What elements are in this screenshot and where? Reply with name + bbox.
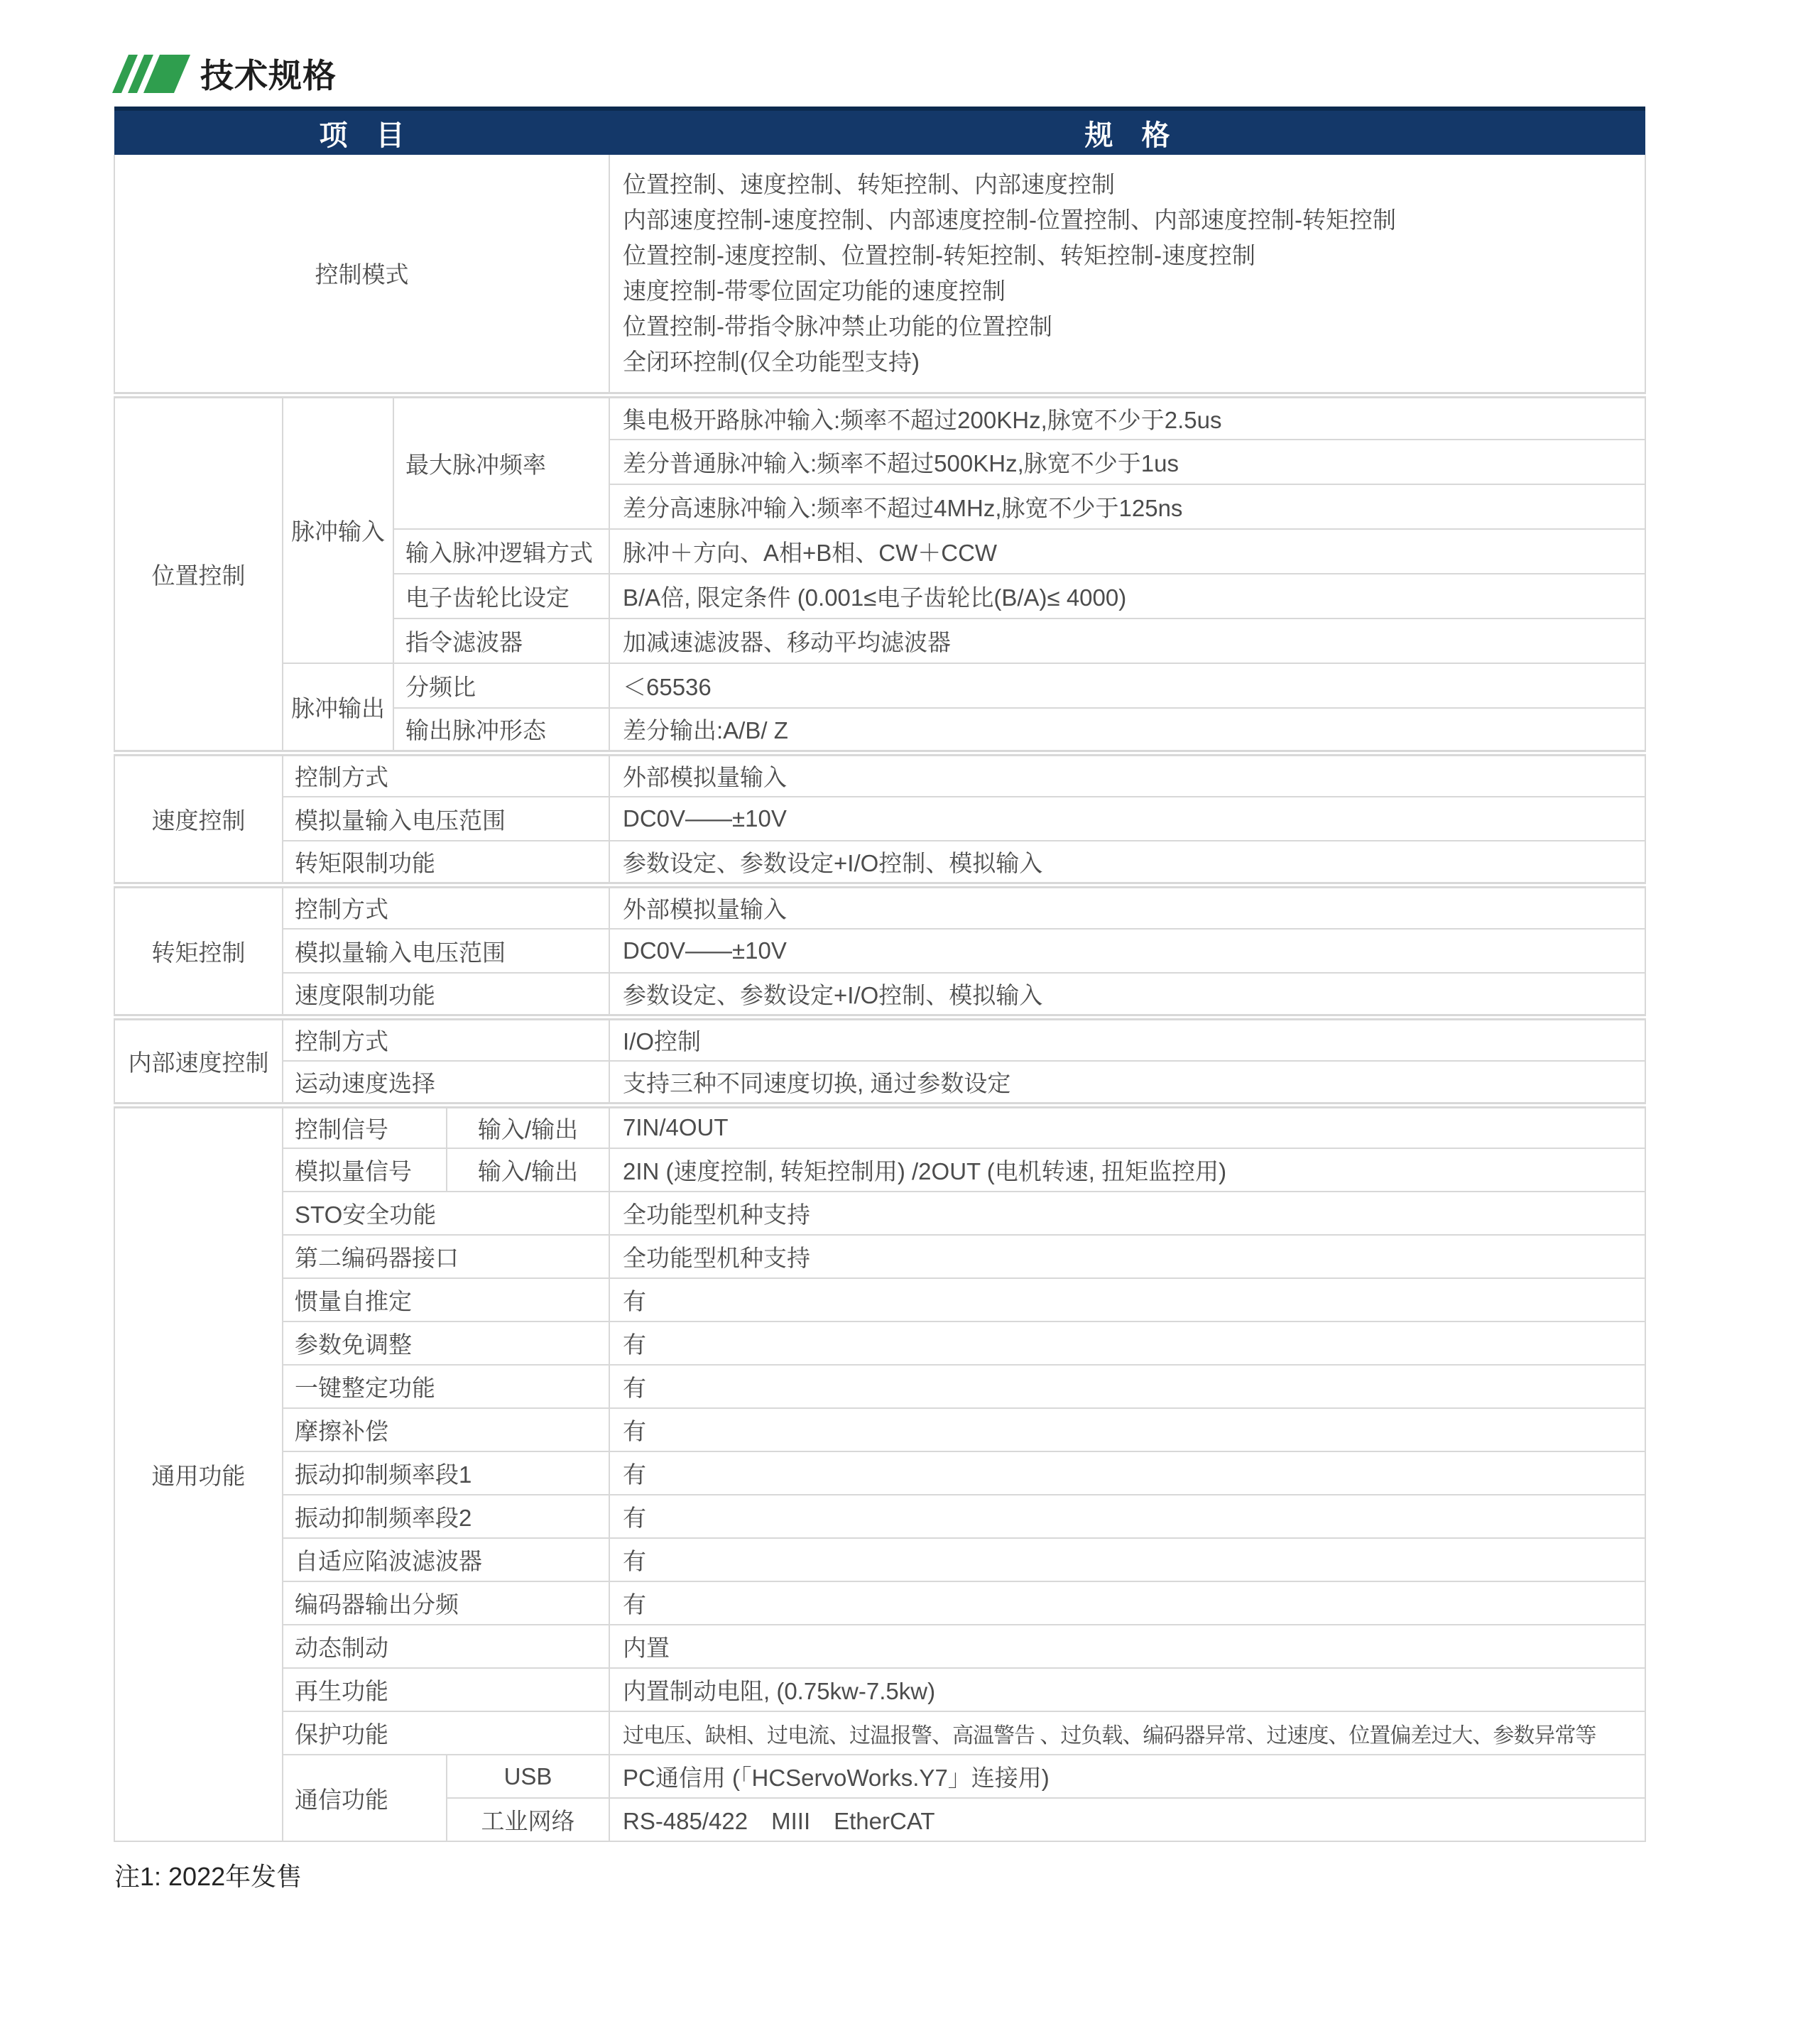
divide-ratio-label: 分频比: [393, 663, 609, 708]
general-row: [114, 1625, 1645, 1668]
general-item-label: STO安全功能: [283, 1192, 609, 1235]
general-item-spec: 全功能型机种支持: [609, 1192, 1645, 1235]
control-signal-io-label: 输入/输出: [447, 1105, 609, 1148]
comm-functions-label: 通信功能: [283, 1755, 447, 1841]
torque-item-label: 控制方式: [283, 885, 609, 929]
cmd-filter-spec: 加减速滤波器、移动平均滤波器: [609, 619, 1645, 663]
internal-speed-item-label: 控制方式: [283, 1017, 609, 1061]
control-mode-spec-line: 位置控制-带指令脉冲禁止功能的位置控制: [623, 312, 1052, 339]
control-mode-spec: [609, 155, 1645, 395]
speed-item-spec: 外部模拟量输入: [609, 753, 1645, 797]
gear-ratio-label: 电子齿轮比设定: [393, 574, 609, 619]
gear-ratio-spec: B/A倍, 限定条件 (0.001≤电子齿轮比(B/A)≤ 4000): [609, 574, 1645, 619]
general-item-spec: 有: [609, 1365, 1645, 1408]
max-pulse-freq-spec: 差分高速脉冲输入:频率不超过4MHz,脉宽不少于125ns: [609, 484, 1645, 529]
general-item-label: 自适应陷波滤波器: [283, 1538, 609, 1581]
internal-speed-row: [114, 1061, 1645, 1105]
control-mode-spec-line: 内部速度控制-速度控制、内部速度控制-位置控制、内部速度控制-转矩控制: [623, 206, 1396, 233]
general-row: [114, 1235, 1645, 1278]
speed-row: [114, 797, 1645, 841]
control-mode-label: 控制模式: [114, 155, 609, 395]
general-row: [114, 1451, 1645, 1495]
control-mode-spec-line: 位置控制-速度控制、位置控制-转矩控制、转矩控制-速度控制: [623, 241, 1255, 268]
table-header-row: [114, 109, 1645, 155]
page-title: 技术规格: [200, 57, 337, 94]
speed-item-spec: DC0V——±10V: [609, 797, 1645, 841]
pulse-input-label: 脉冲输入: [283, 395, 393, 663]
comm-network-spec: RS-485/422 MIII EtherCAT: [609, 1798, 1645, 1841]
general-item-spec: 有: [609, 1278, 1645, 1322]
general-item-label: 动态制动: [283, 1625, 609, 1668]
control-signal-spec: 7IN/4OUT: [609, 1105, 1645, 1148]
general-item-label: 编码器输出分频: [283, 1581, 609, 1625]
control-mode-row: [114, 155, 1645, 395]
spec-table: [114, 107, 1646, 1842]
analog-signal-spec: 2IN (速度控制, 转矩控制用) /2OUT (电机转速, 扭矩监控用): [609, 1148, 1645, 1192]
general-row: [114, 1408, 1645, 1451]
general-item-spec: 内置: [609, 1625, 1645, 1668]
general-row: [114, 1278, 1645, 1322]
general-row: [114, 1711, 1645, 1755]
comm-usb-spec: PC通信用 (「HCServoWorks.Y7」连接用): [609, 1755, 1645, 1798]
torque-item-spec: 参数设定、参数设定+I/O控制、模拟输入: [609, 973, 1645, 1017]
control-mode-spec-line: 全闭环控制(仅全功能型支持): [623, 348, 920, 375]
general-item-label: 参数免调整: [283, 1322, 609, 1365]
general-item-spec: 有: [609, 1408, 1645, 1451]
pulse-logic-label: 输入脉冲逻辑方式: [393, 529, 609, 574]
internal-speed-item-label: 运动速度选择: [283, 1061, 609, 1105]
torque-item-spec: DC0V——±10V: [609, 929, 1645, 973]
internal-speed-section-row: [114, 1017, 1645, 1061]
general-item-label: 摩擦补偿: [283, 1408, 609, 1451]
comm-usb-label: USB: [447, 1755, 609, 1798]
general-item-label: 惯量自推定: [283, 1278, 609, 1322]
speed-section-row: [114, 753, 1645, 797]
position-section-row: [114, 395, 1645, 440]
control-mode-spec-line: 速度控制-带零位固定功能的速度控制: [623, 277, 1006, 304]
max-pulse-freq-label: 最大脉冲频率: [393, 395, 609, 529]
analog-signal-io-label: 输入/输出: [447, 1148, 609, 1192]
internal-speed-label: 内部速度控制: [114, 1017, 283, 1105]
speed-control-label: 速度控制: [114, 753, 283, 885]
cmd-filter-label: 指令滤波器: [393, 619, 609, 663]
col-header-item: 项 目: [114, 109, 609, 155]
position-control-label: 位置控制: [114, 395, 283, 753]
protection-spec: 过电压、缺相、过电流、过温报警、高温警告 、过负载、编码器异常、过速度、位置偏差过大、参数异常等: [609, 1711, 1645, 1755]
footnote: 注1: 2022年发售: [114, 1862, 303, 1891]
internal-speed-item-spec: I/O控制: [609, 1017, 1645, 1061]
col-header-spec: 规 格: [609, 109, 1645, 155]
spec-table-container: [114, 107, 1646, 1842]
general-item-label: 再生功能: [283, 1668, 609, 1711]
torque-control-label: 转矩控制: [114, 885, 283, 1017]
general-row: [114, 1538, 1645, 1581]
speed-row: [114, 841, 1645, 885]
general-row: [114, 1495, 1645, 1538]
speed-item-label: 控制方式: [283, 753, 609, 797]
torque-item-label: 模拟量输入电压范围: [283, 929, 609, 973]
torque-row: [114, 929, 1645, 973]
control-mode-spec-line: 位置控制、速度控制、转矩控制、内部速度控制: [623, 170, 1115, 197]
protection-label: 保护功能: [283, 1711, 609, 1755]
general-item-label: 振动抑制频率段2: [283, 1495, 609, 1538]
divide-ratio-spec: ＜65536: [609, 663, 1645, 708]
position-row: [114, 663, 1645, 708]
torque-item-label: 速度限制功能: [283, 973, 609, 1017]
speed-item-label: 模拟量输入电压范围: [283, 797, 609, 841]
general-row: [114, 1322, 1645, 1365]
torque-row: [114, 973, 1645, 1017]
comm-row: [114, 1755, 1645, 1798]
general-item-label: 第二编码器接口: [283, 1235, 609, 1278]
pulse-logic-spec: 脉冲＋方向、A相+B相、CW＋CCW: [609, 529, 1645, 574]
torque-section-row: [114, 885, 1645, 929]
general-item-label: 一键整定功能: [283, 1365, 609, 1408]
general-section-row: [114, 1105, 1645, 1148]
speed-item-spec: 参数设定、参数设定+I/O控制、模拟输入: [609, 841, 1645, 885]
analog-signal-label: 模拟量信号: [283, 1148, 447, 1192]
brand-stripes-icon: [112, 55, 190, 93]
general-item-spec: 有: [609, 1538, 1645, 1581]
general-row: [114, 1148, 1645, 1192]
general-item-spec: 内置制动电阻, (0.75kw-7.5kw): [609, 1668, 1645, 1711]
max-pulse-freq-spec: 集电极开路脉冲输入:频率不超过200KHz,脉宽不少于2.5us: [609, 395, 1645, 440]
general-row: [114, 1581, 1645, 1625]
general-functions-label: 通用功能: [114, 1105, 283, 1841]
general-item-spec: 有: [609, 1581, 1645, 1625]
internal-speed-item-spec: 支持三种不同速度切换, 通过参数设定: [609, 1061, 1645, 1105]
general-row: [114, 1668, 1645, 1711]
general-item-label: 振动抑制频率段1: [283, 1451, 609, 1495]
general-item-spec: 有: [609, 1322, 1645, 1365]
general-row: [114, 1365, 1645, 1408]
control-signal-label: 控制信号: [283, 1105, 447, 1148]
output-form-spec: 差分输出:A/B/ Z: [609, 708, 1645, 753]
max-pulse-freq-spec: 差分普通脉冲输入:频率不超过500KHz,脉宽不少于1us: [609, 440, 1645, 484]
general-item-spec: 全功能型机种支持: [609, 1235, 1645, 1278]
general-item-spec: 有: [609, 1495, 1645, 1538]
comm-network-label: 工业网络: [447, 1798, 609, 1841]
general-item-spec: 有: [609, 1451, 1645, 1495]
torque-item-spec: 外部模拟量输入: [609, 885, 1645, 929]
page-header: [112, 50, 337, 97]
pulse-output-label: 脉冲输出: [283, 663, 393, 753]
output-form-label: 输出脉冲形态: [393, 708, 609, 753]
speed-item-label: 转矩限制功能: [283, 841, 609, 885]
general-row: [114, 1192, 1645, 1235]
